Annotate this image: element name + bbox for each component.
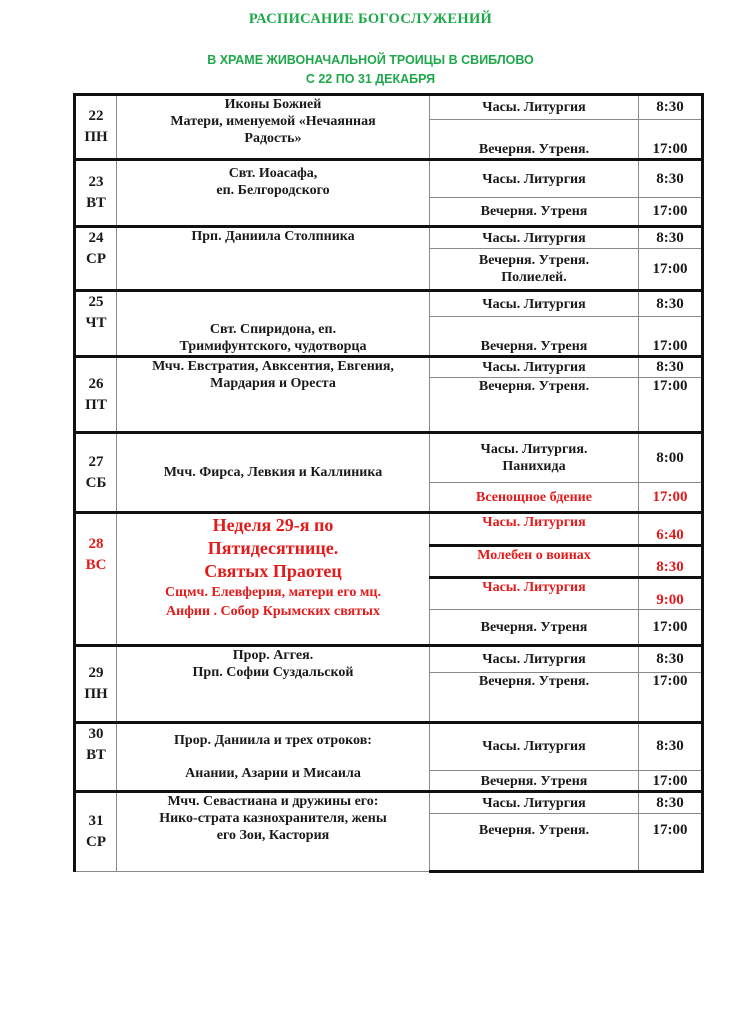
service-time: 8:30 [639,646,703,673]
day-cell [75,646,117,723]
day-number: 23 [88,174,104,190]
day-of-week: ВС [85,557,107,573]
service-time: 17:00 [639,249,703,291]
saint-line: Мчч. Севастиана и дружины его: [167,794,379,809]
service-name: Вечерня. Утреня [430,610,639,646]
service-line: Часы. Литургия. [480,442,588,457]
day-cell [75,792,117,872]
day-cell [75,723,117,792]
service-time: 8:00 [639,433,703,483]
saint-line: Сщмч. Елевферия, матери его мц. [165,585,381,600]
schedule-row [75,792,703,814]
schedule-row [75,646,703,673]
day-of-week: ВТ [86,747,106,763]
service-name [430,433,639,483]
service-line: Вечерня. Утреня. [478,253,590,268]
service-time: 17:00 [639,673,703,723]
saint-line: Матери, именуемой «Нечаянная [170,114,376,129]
service-time: 8:30 [639,546,703,578]
service-time: 6:40 [639,513,703,546]
saint-line: Свт. Спиридона, еп. [209,322,337,337]
saint-line: Анании, Азарии и Мисаила [185,766,361,781]
service-name: Всенощное бдение [430,483,639,513]
saint-line: Тримифунтского, чудотворца [179,339,367,354]
service-time: 17:00 [639,770,703,791]
service-name: Часы. Литургия [430,357,639,378]
day-number: 25 [88,294,104,310]
schedule-row [75,357,703,378]
service-name: Вечерня. Утреня [430,770,639,791]
saint-line: Анфии . Собор Крымских святых [166,604,380,619]
day-of-week: ПН [84,686,108,702]
day-number: 31 [88,813,104,829]
service-time: 8:30 [639,291,703,317]
service-time: 17:00 [639,610,703,646]
day-cell [75,291,117,357]
saint-line: Мардария и Ореста [210,376,336,391]
saint-line: его Зои, Кастория [216,828,330,843]
day-cell [75,357,117,433]
service-name: Вечерня. Утреня [430,198,639,227]
saint-line: еп. Белгородского [216,183,330,198]
service-name: Часы. Литургия [430,291,639,317]
day-number: 26 [88,375,104,392]
service-name: Вечерня. Утреня [430,317,639,357]
service-name: Вечерня. Утреня. [430,814,639,872]
saint-line: Прп. Софии Суздальской [192,665,354,680]
service-time: 8:30 [639,95,703,120]
day-of-week: ВТ [86,195,106,211]
saint-line: Иконы Божией [224,97,322,112]
day-number: 22 [88,108,104,124]
saint-line: Радость» [244,131,302,146]
service-time: 8:30 [639,227,703,249]
service-line: Полиелей. [501,270,567,285]
service-time: 8:30 [639,792,703,814]
date-range: С 22 ПО 31 ДЕКАБРЯ [305,72,436,86]
saint-cell: Мчч. Фирса, Левкия и Каллиника [117,433,430,513]
saint-cell: Прп. Даниила Столпника [117,227,430,291]
service-time: 17:00 [639,317,703,357]
day-number: 28 [88,536,104,552]
service-time: 17:00 [639,483,703,513]
saint-line: Прор. Аггея. [232,648,314,663]
day-cell [75,513,117,646]
saint-line: Неделя 29-я по [212,515,334,535]
schedule-row [75,723,703,771]
service-time: 17:00 [639,814,703,872]
day-cell [75,160,117,227]
service-name: Часы. Литургия [430,95,639,120]
saint-cell [117,792,430,872]
service-name: Вечерня. Утреня. [430,378,639,433]
day-number: 24 [88,230,104,246]
service-line: Панихида [502,459,566,474]
day-cell [75,433,117,513]
saint-cell [117,723,430,792]
saint-line: Прор. Даниила и трех отроков: [174,733,372,748]
day-number: 27 [88,453,104,470]
schedule-row [75,95,703,120]
schedule-row [75,291,703,317]
saint-line: Мчч. Евстратия, Авксентия, Евгения, [152,359,394,374]
feast-subtitle [119,583,427,621]
schedule-row [75,513,703,546]
service-name: Часы. Литургия [430,513,639,546]
saint-line: Святых Праотец [204,561,342,581]
service-time: 8:30 [639,160,703,198]
day-of-week: ПТ [85,396,107,413]
church-name: В ХРАМЕ ЖИВОНАЧАЛЬНОЙ ТРОИЦЫ В СВИБЛОВО [207,53,534,67]
saint-cell [117,95,430,160]
service-name: Вечерня. Утреня. [430,120,639,160]
schedule-row [75,160,703,198]
service-name: Часы. Литургия [430,160,639,198]
service-name: Часы. Литургия [430,792,639,814]
schedule-title: РАСПИСАНИЕ БОГОСЛУЖЕНИЙ [248,11,493,27]
service-time: 9:00 [639,578,703,610]
day-of-week: СБ [85,474,107,491]
service-name: Часы. Литургия [430,227,639,249]
day-cell [75,227,117,291]
service-time: 17:00 [639,120,703,160]
saint-cell [117,357,430,433]
saint-line: Нико-страта казнохранителя, жены [159,811,387,826]
day-of-week: ПН [84,129,108,145]
feast-title [119,514,427,583]
saint-cell [117,646,430,723]
service-time: 8:30 [639,723,703,771]
saint-line: Пятидесятнице. [207,538,339,558]
schedule-row [75,433,703,483]
schedule-table [73,93,704,873]
day-of-week: ЧТ [85,315,107,331]
day-number: 30 [88,726,104,742]
service-name: Часы. Литургия [430,723,639,771]
day-number: 29 [88,665,104,681]
service-time: 17:00 [639,378,703,433]
service-name: Вечерня. Утреня. [430,673,639,723]
day-of-week: СР [86,251,106,267]
service-name: Часы. Литургия [430,646,639,673]
saint-cell [117,513,430,646]
day-cell [75,95,117,160]
service-name: Молебен о воинах [430,546,639,578]
schedule-row [75,227,703,249]
saint-cell [117,160,430,227]
saint-cell [117,291,430,357]
service-name [430,249,639,291]
saint-line: Свт. Иоасафа, [228,166,318,181]
service-time: 8:30 [639,357,703,378]
service-name: Часы. Литургия [430,578,639,610]
day-of-week: СР [86,834,106,850]
service-time: 17:00 [639,198,703,227]
